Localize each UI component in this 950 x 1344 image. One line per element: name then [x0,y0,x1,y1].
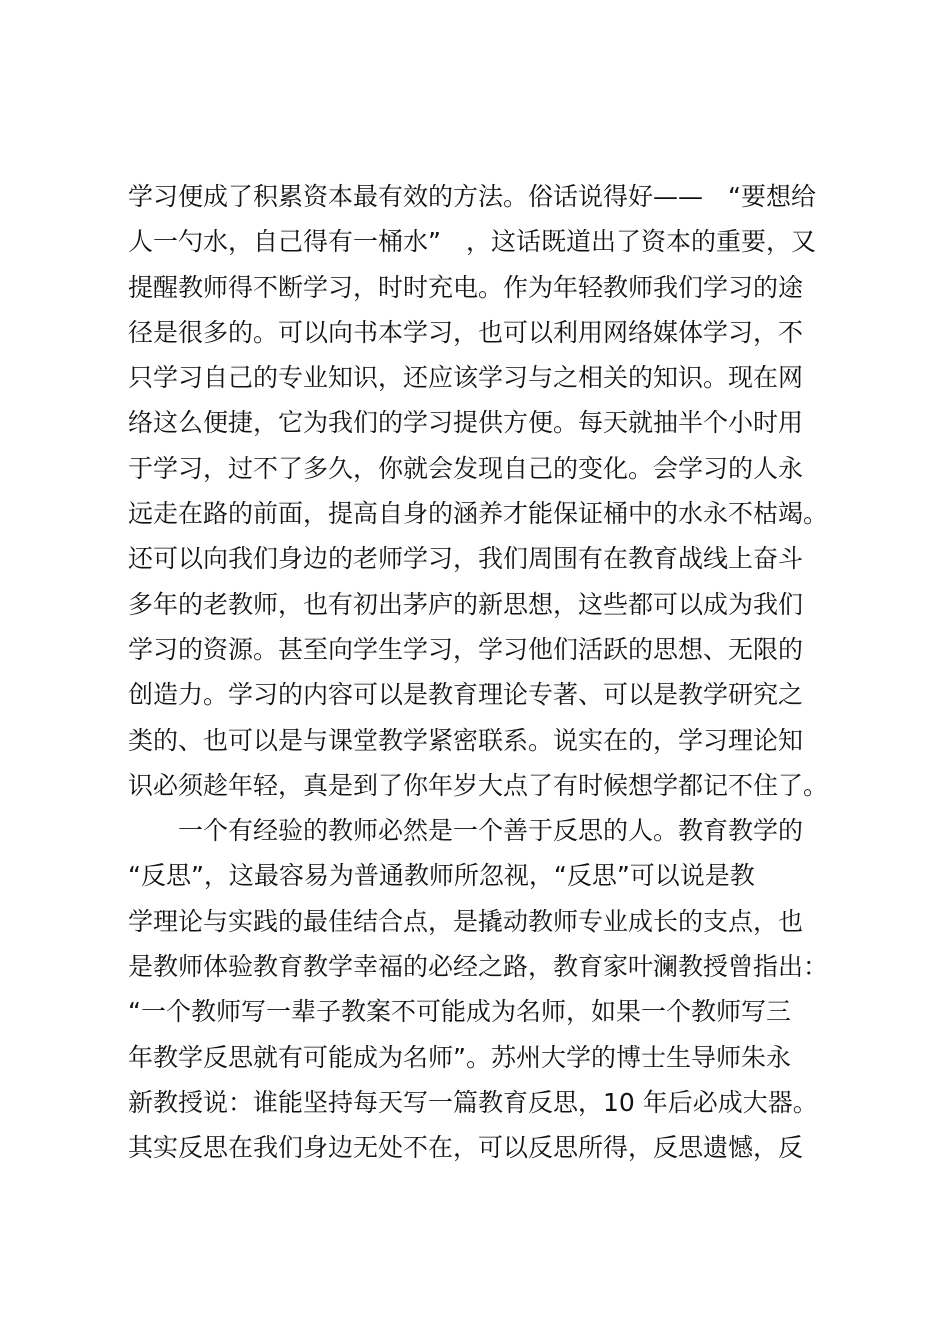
text-line: 人一勺水，自己得有一桶水” ，这话既道出了资本的重要，又 [128,227,816,257]
text-line: 年教学反思就有可能成为名师”。苏州大学的博士生导师朱永 [128,1042,791,1072]
paragraph-start-line: 一个有经验的教师必然是一个善于反思的人。教育教学的 [178,816,804,846]
text-line: 远走在路的前面，提高自身的涵养才能保证桶中的水永不枯竭。 [128,499,829,529]
text-line: 提醒教师得不断学习，时时充电。作为年轻教师我们学习的途 [128,272,804,302]
text-line: 还可以向我们身边的老师学习，我们周围有在教育战线上奋斗 [128,544,804,574]
text-line: 识必须趁年轻，真是到了你年岁大点了有时候想学都记不住了。 [128,770,829,800]
text-line: 学理论与实践的最佳结合点，是撬动教师专业成长的支点，也 [128,906,804,936]
text-line: 学习的资源。甚至向学生学习，学习他们活跃的思想、无限的 [128,634,804,664]
text-line: 创造力。学习的内容可以是教育理论专著、可以是教学研究之 [128,680,804,710]
text-line: 是教师体验教育教学幸福的必经之路，教育家叶澜教授曾指出： [128,952,829,982]
text-line: 多年的老教师，也有初出茅庐的新思想，这些都可以成为我们 [128,589,804,619]
text-line: 只学习自己的专业知识，还应该学习与之相关的知识。现在网 [128,363,804,393]
text-line: 其实反思在我们身边无处不在，可以反思所得，反思遗憾，反 [128,1133,804,1163]
text-line: 于学习，过不了多久，你就会发现自己的变化。会学习的人永 [128,453,804,483]
text-line: 径是很多的。可以向书本学习，也可以利用网络媒体学习，不 [128,317,804,347]
text-line: “反思”，这最容易为普通教师所忽视，“反思”可以说是教 [128,861,755,891]
text-line: 学习便成了积累资本最有效的方法。俗话说得好—— “要想给 [128,182,816,211]
text-line: 类的、也可以是与课堂教学紧密联系。说实在的，学习理论知 [128,725,804,755]
text-line: “一个教师写一辈子教案不可能成为名师，如果一个教师写三 [128,997,791,1027]
text-line: 新教授说：谁能坚持每天写一篇教育反思，10 年后必成大器。 [128,1087,818,1117]
body-text [128,174,848,1171]
text-line: 络这么便捷，它为我们的学习提供方便。每天就抽半个小时用 [128,408,804,438]
